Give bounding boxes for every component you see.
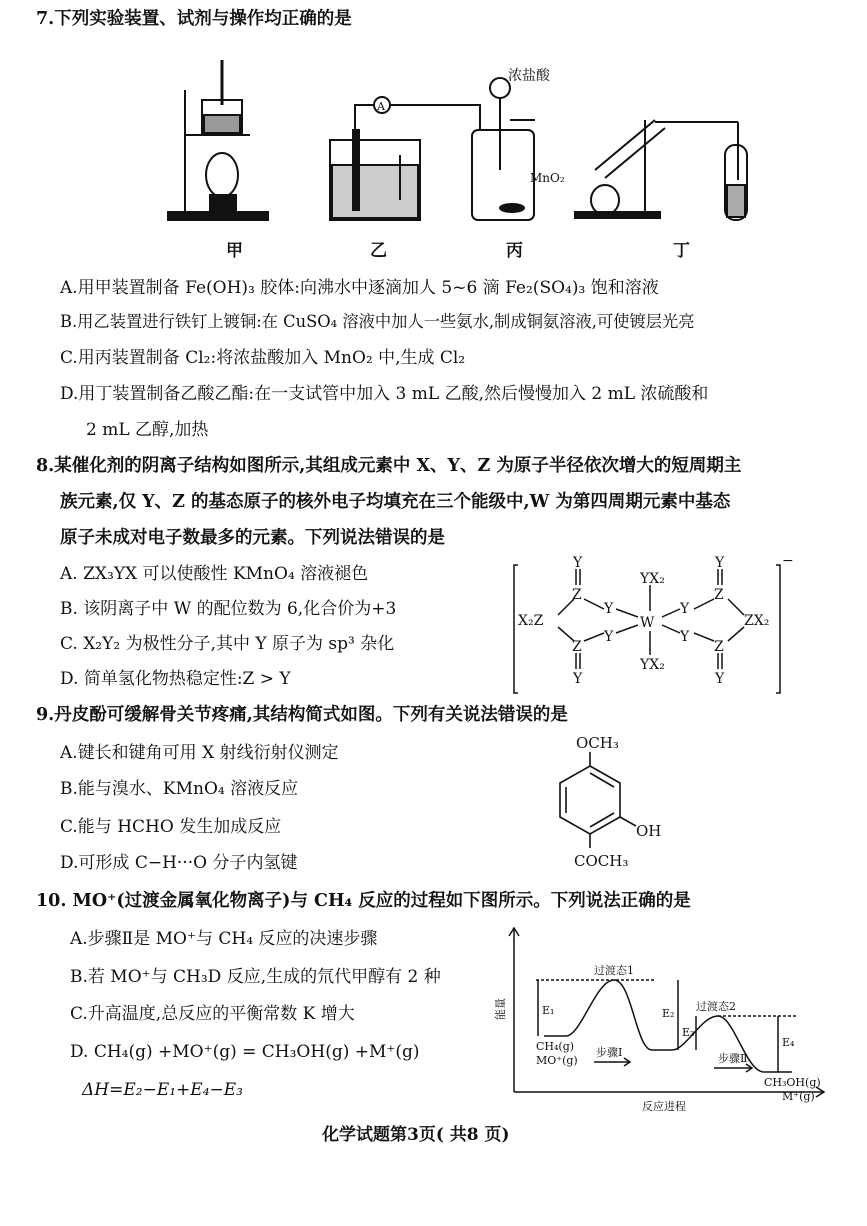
diagram-xlabel: 反应进程 xyxy=(642,1100,686,1113)
mno2-label: MnO₂ xyxy=(530,171,565,185)
diagram-product1: CH₃OH(g) xyxy=(764,1076,821,1089)
diagram-ts1: 过渡态1 xyxy=(594,964,634,977)
q8-option-b: B. 该阴离子中 W 的配位数为 6,化合价为+3 xyxy=(60,599,397,619)
struct-y-top-right: Y xyxy=(715,555,725,571)
q7-stem: 7.下列实验装置、试剂与操作均正确的是 xyxy=(36,9,352,29)
q10-option-d: D. CH₄(g) +MO⁺(g) = CH₃OH(g) +M⁺(g) xyxy=(70,1042,420,1062)
diagram-step2: 步骤Ⅱ xyxy=(718,1052,748,1065)
apparatus-bing xyxy=(472,78,535,220)
struct-coch3: COCH₃ xyxy=(574,852,629,870)
q10-option-d-cont: ΔH=E₂−E₁+E₄−E₃ xyxy=(82,1080,243,1100)
label-jia: 甲 xyxy=(226,241,243,261)
q7-option-a: A.用甲装置制备 Fe(OH)₃ 胶体:向沸水中逐滴加人 5~6 滴 Fe₂(SO₄)₃ 饱和溶液 xyxy=(60,278,659,298)
q8-stem-line2: 族元素,仅 Y、Z 的基态原子的核外电子均填充在三个能级中,W 为第四周期元素中基态 xyxy=(60,492,731,512)
struct-y-mid-bottom-right: Y xyxy=(680,629,690,645)
struct-z-bottom-left: Z xyxy=(572,639,582,655)
struct-y-mid-bottom-left: Y xyxy=(604,629,614,645)
q9-option-b: B.能与溴水、KMnO₄ 溶液反应 xyxy=(60,779,299,799)
diagram-reactant2: MO⁺(g) xyxy=(536,1054,578,1067)
q8-stem-line1: 8.某催化剂的阴离子结构如图所示,其组成元素中 X、Y、Z 为原子半径依次增大的短周期主 xyxy=(36,456,742,476)
struct-y-bottom-right: Y xyxy=(715,671,725,687)
struct-z-top-right: Z xyxy=(714,587,724,603)
struct-x2z: X₂Z xyxy=(518,613,544,629)
q10-energy-diagram xyxy=(496,922,836,1114)
q8-option-c: C. X₂Y₂ 为极性分子,其中 Y 原子为 sp³ 杂化 xyxy=(60,634,395,654)
q7-option-b: B.用乙装置进行铁钉上镀铜:在 CuSO₄ 溶液中加人一些氨水,制成铜氨溶液,可使镀层光亮 xyxy=(60,312,695,331)
apparatus-ding xyxy=(575,120,747,220)
diagram-ylabel: 能量 xyxy=(494,998,507,1020)
q9-option-c: C.能与 HCHO 发生加成反应 xyxy=(60,817,282,837)
apparatus-jia xyxy=(168,60,268,220)
label-bing: 丙 xyxy=(506,241,523,261)
struct-och3: OCH₃ xyxy=(576,734,619,752)
struct-w: W xyxy=(640,615,655,631)
q9-option-d: D.可形成 C−H···O 分子内氢键 xyxy=(60,853,298,873)
q8-anion-structure xyxy=(512,553,812,703)
q9-option-a: A.键长和键角可用 X 射线衍射仪测定 xyxy=(60,743,339,763)
q7-option-c: C.用丙装置制备 Cl₂:将浓盐酸加入 MnO₂ 中,生成 Cl₂ xyxy=(60,348,466,368)
diagram-ts2: 过渡态2 xyxy=(696,1000,736,1013)
q10-option-a: A.步骤Ⅱ是 MO⁺与 CH₄ 反应的决速步骤 xyxy=(70,929,378,949)
diagram-e1: E₁ xyxy=(542,1004,555,1017)
q10-stem: 10. MO⁺(过渡金属氧化物离子)与 CH₄ 反应的过程如下图所示。下列说法正确的是 xyxy=(36,891,691,911)
struct-z-bottom-right: Z xyxy=(714,639,724,655)
diagram-e3: E₃ xyxy=(682,1026,695,1039)
q7-option-d-cont: 2 mL 乙醇,加热 xyxy=(86,420,209,440)
struct-y-top-left: Y xyxy=(573,555,583,571)
q8-option-d: D. 简单氢化物热稳定性:Z > Y xyxy=(60,669,291,689)
struct-oh: OH xyxy=(636,822,662,840)
apparatus-yi xyxy=(330,97,480,220)
diagram-product2: M⁺(g) xyxy=(782,1090,815,1103)
ammeter-label: A xyxy=(377,100,385,113)
struct-y-mid-top-right: Y xyxy=(680,601,690,617)
q7-option-d: D.用丁装置制备乙酸乙酯:在一支试管中加入 3 mL 乙酸,然后慢慢加入 2 mL 浓硫酸和 xyxy=(60,384,709,404)
q10-option-b: B.若 MO⁺与 CH₃D 反应,生成的氘代甲醇有 2 种 xyxy=(70,967,441,987)
q8-stem-line3: 原子未成对电子数最多的元素。下列说法错误的是 xyxy=(60,528,445,548)
diagram-step1: 步骤Ⅰ xyxy=(596,1046,623,1059)
struct-yx2-bottom: YX₂ xyxy=(640,657,665,673)
q9-paeonol-structure xyxy=(540,732,680,872)
struct-charge: − xyxy=(782,553,794,569)
q8-option-a: A. ZX₃YX 可以使酸性 KMnO₄ 溶液褪色 xyxy=(60,564,369,584)
struct-zx2: ZX₂ xyxy=(744,613,770,629)
label-ding: 丁 xyxy=(673,241,690,261)
page-footer: 化学试题第3页( 共8 页) xyxy=(322,1125,510,1145)
acid-label: 浓盐酸 xyxy=(508,68,550,84)
struct-y-mid-top-left: Y xyxy=(604,601,614,617)
q9-stem: 9.丹皮酚可缓解骨关节疼痛,其结构简式如图。下列有关说法错误的是 xyxy=(36,705,568,725)
diagram-reactant1: CH₄(g) xyxy=(536,1040,575,1053)
struct-z-top-left: Z xyxy=(572,587,582,603)
label-yi: 乙 xyxy=(370,241,387,261)
struct-yx2-top: YX₂ xyxy=(640,571,665,587)
diagram-e4: E₄ xyxy=(782,1036,795,1049)
q7-apparatus-figure xyxy=(150,60,770,270)
diagram-e2: E₂ xyxy=(662,1007,675,1020)
q10-option-c: C.升高温度,总反应的平衡常数 K 增大 xyxy=(70,1004,355,1024)
struct-y-bottom-left: Y xyxy=(573,671,583,687)
